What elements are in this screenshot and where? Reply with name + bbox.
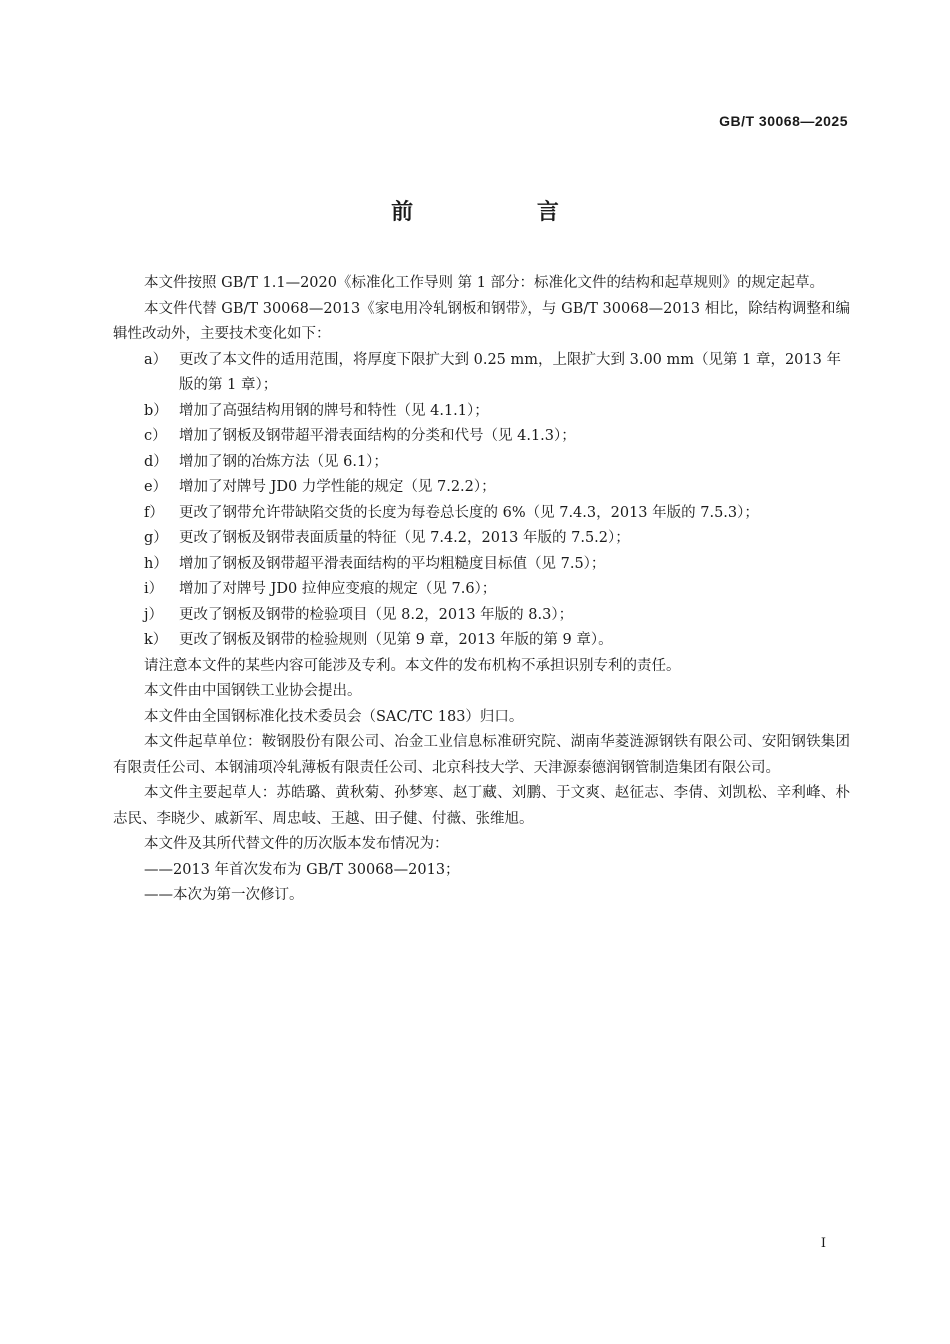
list-marker: k） xyxy=(144,632,168,648)
list-marker: a） xyxy=(144,351,168,368)
list-marker: h） xyxy=(144,555,168,572)
list-item-text: 更改了本文件的适用范围，将厚度下限扩大到 0.25 mm，上限扩大到 3.00 mm（见第 1 章，2013 年版的第 1 章）； xyxy=(179,351,841,393)
paragraph-committee: 本文件由全国钢标准化技术委员会（SAC/TC 183）归口。 xyxy=(144,708,524,725)
list-item-text: 更改了钢带允许带缺陷交货的长度为每卷总长度的 6%（见 7.4.3，2013 年版的 7.5.3）； xyxy=(179,504,759,521)
list-item xyxy=(113,501,850,527)
paragraph-history-intro: 本文件及其所代替文件的历次版本发布情况为： xyxy=(144,836,449,852)
list-marker: i） xyxy=(144,581,164,597)
list-marker: e） xyxy=(144,479,168,495)
list-item-text: 增加了对牌号 JD0 力学性能的规定（见 7.2.2）； xyxy=(179,479,496,495)
history-item: ——2013 年首次发布为 GB/T 30068—2013； xyxy=(144,861,460,878)
list-item xyxy=(113,348,850,399)
list-marker: j） xyxy=(144,606,163,623)
list-item xyxy=(113,399,850,425)
page-title: 前 言 xyxy=(391,200,617,225)
list-item-text: 增加了钢的冶炼方法（见 6.1）； xyxy=(179,453,388,470)
list-marker: f） xyxy=(144,504,164,521)
list-item xyxy=(113,450,850,476)
list-item xyxy=(113,577,850,603)
document-code: GB/T 30068—2025 xyxy=(719,113,848,129)
paragraph-drafters: 本文件主要起草人：苏皓璐、黄秋菊、孙梦寒、赵丁藏、刘鹏、于文爽、赵征志、李倩、刘凯松、辛利峰、朴志民、李晓少、戚新军、周忠岐、王越、田子健、付薇、张维旭。 xyxy=(113,785,850,827)
list-item xyxy=(113,552,850,578)
paragraph-replacement: 本文件代替 GB/T 30068—2013《家电用冷轧钢板和钢带》，与 GB/T 30068—2013 相比，除结构调整和编辑性改动外，主要技术变化如下： xyxy=(113,300,850,342)
list-marker: d） xyxy=(144,453,168,470)
list-marker: g） xyxy=(144,530,168,546)
list-item xyxy=(113,603,850,629)
list-item-text: 更改了钢板及钢带表面质量的特征（见 7.4.2，2013 年版的 7.5.2）； xyxy=(179,530,630,546)
list-marker: c） xyxy=(144,428,167,444)
list-item xyxy=(113,424,850,450)
list-item-text: 增加了高强结构用钢的牌号和特性（见 4.1.1）； xyxy=(179,402,489,419)
paragraph-proposer: 本文件由中国钢铁工业协会提出。 xyxy=(144,683,362,699)
page-number: I xyxy=(820,1236,826,1251)
list-item xyxy=(113,526,850,552)
list-item-text: 更改了钢板及钢带的检验项目（见 8.2，2013 年版的 8.3）； xyxy=(179,606,574,623)
history-item: ——本次为第一次修订。 xyxy=(144,887,304,903)
list-item xyxy=(113,475,850,501)
paragraph-patent-notice: 请注意本文件的某些内容可能涉及专利。本文件的发布机构不承担识别专利的责任。 xyxy=(144,657,681,674)
paragraph-basis: 本文件按照 GB/T 1.1—2020《标准化工作导则 第 1 部分：标准化文件的结构和起草规则》的规定起草。 xyxy=(144,275,825,291)
changes-list xyxy=(113,348,850,654)
list-item-text: 更改了钢板及钢带的检验规则（见第 9 章，2013 年版的第 9 章）。 xyxy=(179,632,613,648)
list-item-text: 增加了钢板及钢带超平滑表面结构的平均粗糙度目标值（见 7.5）； xyxy=(179,555,606,572)
list-marker: b） xyxy=(144,402,168,419)
list-item-text: 增加了钢板及钢带超平滑表面结构的分类和代号（见 4.1.3）； xyxy=(179,428,576,444)
list-item xyxy=(113,628,850,654)
paragraph-drafting-units: 本文件起草单位：鞍钢股份有限公司、冶金工业信息标准研究院、湖南华菱涟源钢铁有限公司、安阳钢铁集团有限责任公司、本钢浦项冷轧薄板有限责任公司、北京科技大学、天津源泰德润钢管制造集团有限公司。 xyxy=(113,734,850,776)
list-item-text: 增加了对牌号 JD0 拉伸应变痕的规定（见 7.6）； xyxy=(179,581,497,597)
document-body xyxy=(113,271,850,909)
